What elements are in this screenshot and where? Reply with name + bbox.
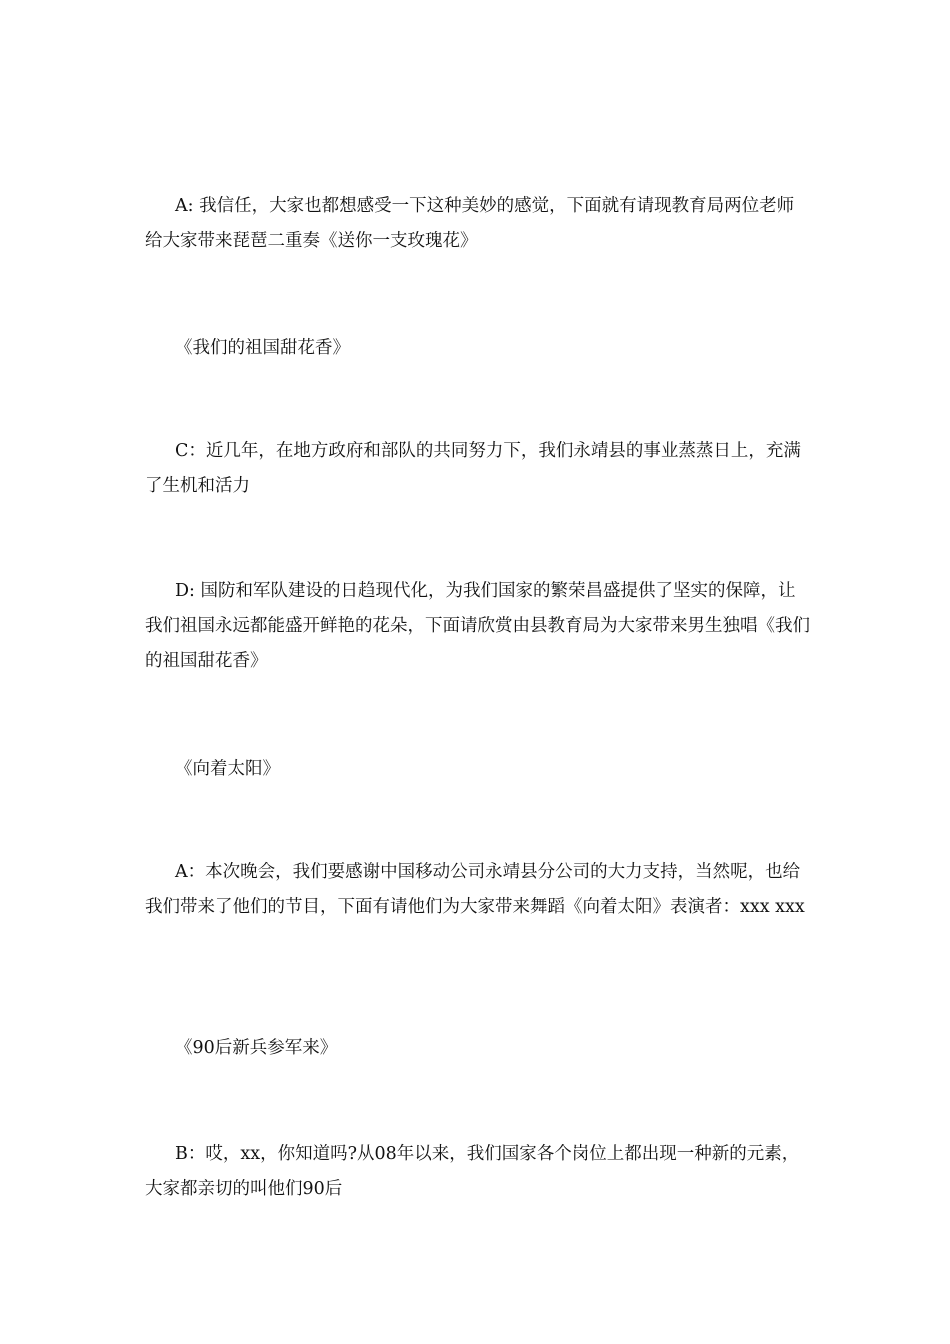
program-title-recruits: 《90后新兵参军来》 — [175, 1038, 338, 1058]
paragraph-a-thanks: A：本次晚会，我们要感谢中国移动公司永靖县分公司的大力支持，当然呢，也给我们带来了他们的节目，下面有请他们为大家带来舞蹈《向着太阳》表演者：xxx xxx — [145, 862, 805, 917]
program-title-sun: 《向着太阳》 — [175, 759, 280, 779]
program-title-motherland: 《我们的祖国甜花香》 — [175, 338, 350, 358]
paragraph-d-defense: D: 国防和军队建设的日趋现代化，为我们国家的繁荣昌盛提供了坚实的保障，让我们祖国永远都能盛开鲜艳的花朵，下面请欣赏由县教育局为大家带来男生独唱《我们的祖国甜花香》 — [145, 581, 810, 671]
paragraph-b-90s: B：哎，xx，你知道吗?从08年以来，我们国家各个岗位上都出现一种新的元素，大家都亲切的叫他们90后 — [145, 1144, 800, 1199]
paragraph-c-development: C：近几年，在地方政府和部队的共同努力下，我们永靖县的事业蒸蒸日上，充满了生机和活力 — [145, 441, 801, 496]
paragraph-a-intro: A: 我信任，大家也都想感受一下这种美妙的感觉，下面就有请现教育局两位老师给大家带来琵琶二重奏《送你一支玫瑰花》 — [145, 196, 795, 251]
